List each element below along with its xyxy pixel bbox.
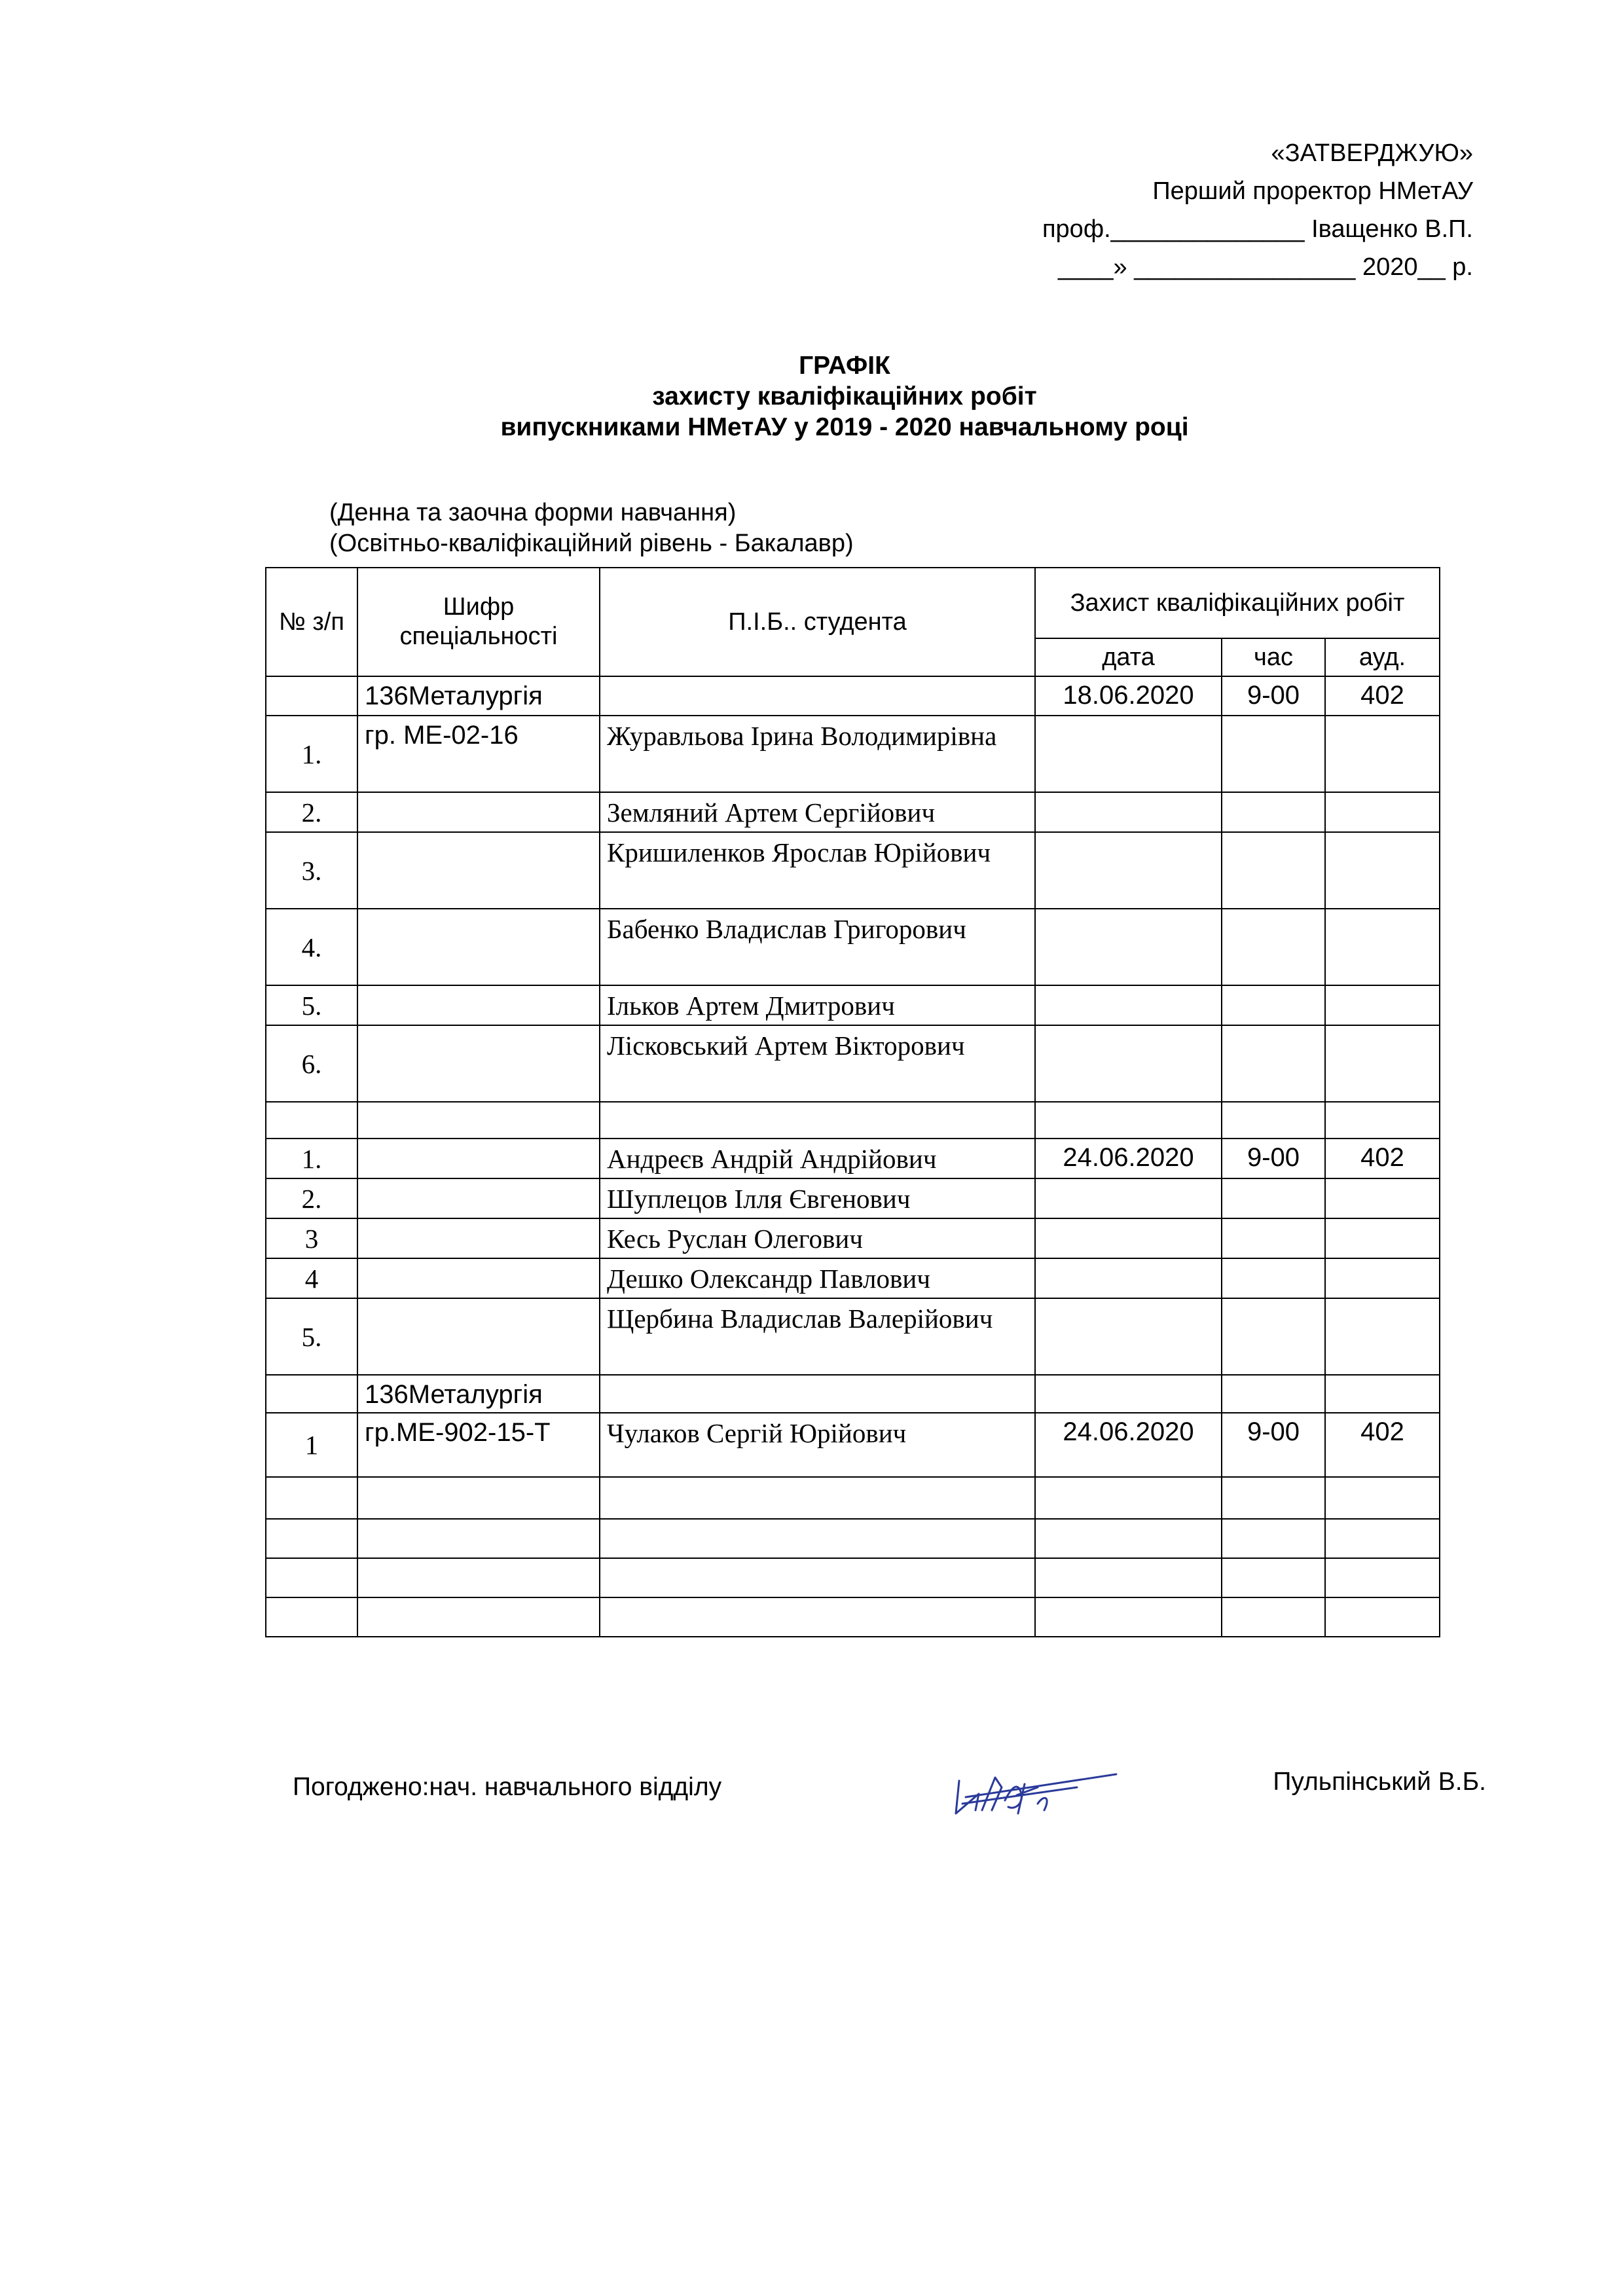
defense-date-cell (1035, 1597, 1222, 1637)
defense-room-cell: 402 (1325, 1413, 1440, 1477)
student-name-cell (600, 1477, 1035, 1519)
table-row (266, 1178, 1440, 1218)
row-number-cell (266, 1375, 357, 1413)
defense-room-cell (1325, 1558, 1440, 1597)
specialty-code-cell (357, 1102, 600, 1139)
defense-time-cell (1222, 1298, 1325, 1375)
defense-time-cell (1222, 1218, 1325, 1258)
student-name-cell (600, 1597, 1035, 1637)
defense-room-cell (1325, 1102, 1440, 1139)
student-name-cell: Андреєв Андрій Андрійович (600, 1139, 1035, 1178)
defense-time-cell (1222, 1025, 1325, 1102)
defense-date-cell (1035, 909, 1222, 985)
student-name-cell: Бабенко Владислав Григорович (600, 909, 1035, 985)
table-row (266, 985, 1440, 1025)
defense-date-cell (1035, 1558, 1222, 1597)
defense-time-cell (1222, 1258, 1325, 1298)
title-main: ГРАФІК (799, 352, 890, 380)
defense-room-cell (1325, 909, 1440, 985)
specialty-code-cell: 136Металургія (357, 1375, 600, 1413)
row-number-cell: 5. (266, 985, 357, 1025)
defense-time-cell (1222, 792, 1325, 832)
specialty-code-cell (357, 909, 600, 985)
student-name-cell: Щербина Владислав Валерійович (600, 1298, 1035, 1375)
defense-room-cell: 402 (1325, 676, 1440, 716)
specialty-code-cell: гр. МЕ-02-16 (357, 716, 600, 792)
table-row (266, 1258, 1440, 1298)
defense-room-cell (1325, 1218, 1440, 1258)
table-row (266, 832, 1440, 909)
row-number-cell (266, 1558, 357, 1597)
table-header-row (266, 568, 1440, 638)
defense-time-cell: 9-00 (1222, 1413, 1325, 1477)
schedule-table-wrapper (265, 567, 1440, 1637)
specialty-code-cell (357, 1477, 600, 1519)
student-name-cell: Дешко Олександр Павлович (600, 1258, 1035, 1298)
row-number-cell (266, 1519, 357, 1558)
defense-room-cell (1325, 1298, 1440, 1375)
student-name-cell: Кесь Руслан Олегович (600, 1218, 1035, 1258)
table-row (266, 1298, 1440, 1375)
row-number-cell: 3 (266, 1218, 357, 1258)
defense-date-cell (1035, 1519, 1222, 1558)
header-room: ауд. (1325, 638, 1440, 676)
defense-room-cell (1325, 716, 1440, 792)
specialty-code-cell (357, 1298, 600, 1375)
specialty-code-cell (357, 985, 600, 1025)
student-name-cell: Кришиленков Ярослав Юрійович (600, 832, 1035, 909)
defense-time-cell (1222, 1102, 1325, 1139)
defense-date-cell (1035, 1178, 1222, 1218)
defense-date-cell (1035, 985, 1222, 1025)
title-period: випускниками НМетАУ у 2019 - 2020 навчальному році (500, 413, 1189, 441)
header-date: дата (1035, 638, 1222, 676)
defense-room-cell (1325, 1597, 1440, 1637)
title-subtitle: захисту кваліфікаційних робіт (652, 382, 1037, 410)
student-name-cell (600, 1102, 1035, 1139)
defense-room-cell (1325, 1025, 1440, 1102)
table-row (266, 1597, 1440, 1637)
defense-room-cell (1325, 832, 1440, 909)
table-row (266, 1139, 1440, 1178)
defense-room-cell (1325, 985, 1440, 1025)
defense-date-cell (1035, 716, 1222, 792)
defense-room-cell (1325, 1519, 1440, 1558)
row-number-cell (266, 1597, 357, 1637)
defense-time-cell (1222, 1519, 1325, 1558)
defense-time-cell (1222, 1375, 1325, 1413)
specialty-code-cell (357, 1025, 600, 1102)
student-name-cell: Земляний Артем Сергійович (600, 792, 1035, 832)
defense-time-cell (1222, 1558, 1325, 1597)
defense-time-cell (1222, 716, 1325, 792)
defense-time-cell (1222, 1477, 1325, 1519)
row-number-cell (266, 676, 357, 716)
student-name-cell: Лісковський Артем Вікторович (600, 1025, 1035, 1102)
row-number-cell: 1. (266, 716, 357, 792)
specialty-code-cell (357, 1218, 600, 1258)
agreed-by-label: Погоджено:нач. навчального відділу (293, 1773, 722, 1801)
specialty-code-cell (357, 1258, 600, 1298)
schedule-table-body (266, 568, 1440, 1637)
defense-time-cell (1222, 985, 1325, 1025)
student-name-cell: Журавльова Ірина Володимирівна (600, 716, 1035, 792)
row-number-cell: 1. (266, 1139, 357, 1178)
defense-date-cell (1035, 1258, 1222, 1298)
header-code: Шифр спеціальності (357, 568, 600, 676)
row-number-cell: 3. (266, 832, 357, 909)
defense-date-cell: 24.06.2020 (1035, 1413, 1222, 1477)
specialty-code-cell (357, 792, 600, 832)
table-row (266, 1519, 1440, 1558)
table-row (266, 1477, 1440, 1519)
table-row (266, 676, 1440, 716)
student-name-cell (600, 1558, 1035, 1597)
specialty-code-cell (357, 1139, 600, 1178)
signer-name: Пульпінський В.Б. (1273, 1768, 1486, 1796)
student-name-cell (600, 1519, 1035, 1558)
approval-heading: «ЗАТВЕРДЖУЮ» (1271, 139, 1473, 167)
table-row (266, 1375, 1440, 1413)
specialty-code-cell (357, 1519, 600, 1558)
qualification-level-note: (Освітньо-кваліфікаційний рівень - Бакалавр) (329, 530, 854, 557)
defense-date-cell (1035, 1477, 1222, 1519)
header-name: П.І.Б.. студента (600, 568, 1035, 676)
row-number-cell: 2. (266, 792, 357, 832)
specialty-code-cell: гр.МЕ-902-15-Т (357, 1413, 600, 1477)
table-row (266, 1558, 1440, 1597)
table-row (266, 1218, 1440, 1258)
signature-image (946, 1748, 1123, 1830)
defense-date-cell: 18.06.2020 (1035, 676, 1222, 716)
specialty-code-cell (357, 1597, 600, 1637)
approval-date-line: ____» ________________ 2020__ р. (1058, 253, 1473, 281)
defense-date-cell (1035, 1218, 1222, 1258)
table-row (266, 1413, 1440, 1477)
header-time: час (1222, 638, 1325, 676)
defense-room-cell (1325, 1477, 1440, 1519)
defense-date-cell (1035, 792, 1222, 832)
header-num: № з/п (266, 568, 357, 676)
header-defense: Захист кваліфікаційних робіт (1035, 568, 1440, 638)
defense-time-cell (1222, 1178, 1325, 1218)
row-number-cell: 6. (266, 1025, 357, 1102)
defense-time-cell (1222, 832, 1325, 909)
defense-date-cell: 24.06.2020 (1035, 1139, 1222, 1178)
row-number-cell (266, 1102, 357, 1139)
student-name-cell: Шуплецов Ілля Євгенович (600, 1178, 1035, 1218)
table-row (266, 909, 1440, 985)
defense-date-cell (1035, 1375, 1222, 1413)
defense-room-cell (1325, 1375, 1440, 1413)
specialty-code-cell (357, 1558, 600, 1597)
document-title (0, 350, 1604, 443)
defense-time-cell: 9-00 (1222, 1139, 1325, 1178)
table-row (266, 792, 1440, 832)
defense-date-cell (1035, 1025, 1222, 1102)
approval-signature-line: проф.______________ Іващенко В.П. (1042, 215, 1473, 243)
defense-time-cell: 9-00 (1222, 676, 1325, 716)
student-name-cell (600, 676, 1035, 716)
specialty-code-cell (357, 1178, 600, 1218)
specialty-code-cell: 136Металургія (357, 676, 600, 716)
table-row (266, 1025, 1440, 1102)
table-row (266, 1102, 1440, 1139)
defense-date-cell (1035, 1102, 1222, 1139)
study-notes (329, 498, 854, 559)
student-name-cell: Ільков Артем Дмитрович (600, 985, 1035, 1025)
defense-room-cell: 402 (1325, 1139, 1440, 1178)
specialty-code-cell (357, 832, 600, 909)
row-number-cell: 4 (266, 1258, 357, 1298)
row-number-cell (266, 1477, 357, 1519)
row-number-cell: 4. (266, 909, 357, 985)
defense-room-cell (1325, 1258, 1440, 1298)
table-row (266, 716, 1440, 792)
defense-room-cell (1325, 1178, 1440, 1218)
study-form-note: (Денна та заочна форми навчання) (329, 499, 737, 526)
defense-date-cell (1035, 1298, 1222, 1375)
row-number-cell: 2. (266, 1178, 357, 1218)
defense-date-cell (1035, 832, 1222, 909)
schedule-table (265, 567, 1440, 1637)
defense-time-cell (1222, 909, 1325, 985)
defense-room-cell (1325, 792, 1440, 832)
row-number-cell: 5. (266, 1298, 357, 1375)
student-name-cell (600, 1375, 1035, 1413)
row-number-cell: 1 (266, 1413, 357, 1477)
student-name-cell: Чулаков Сергій Юрійович (600, 1413, 1035, 1477)
approval-block (1042, 134, 1473, 286)
defense-time-cell (1222, 1597, 1325, 1637)
approval-position: Перший проректор НМетАУ (1152, 177, 1473, 205)
